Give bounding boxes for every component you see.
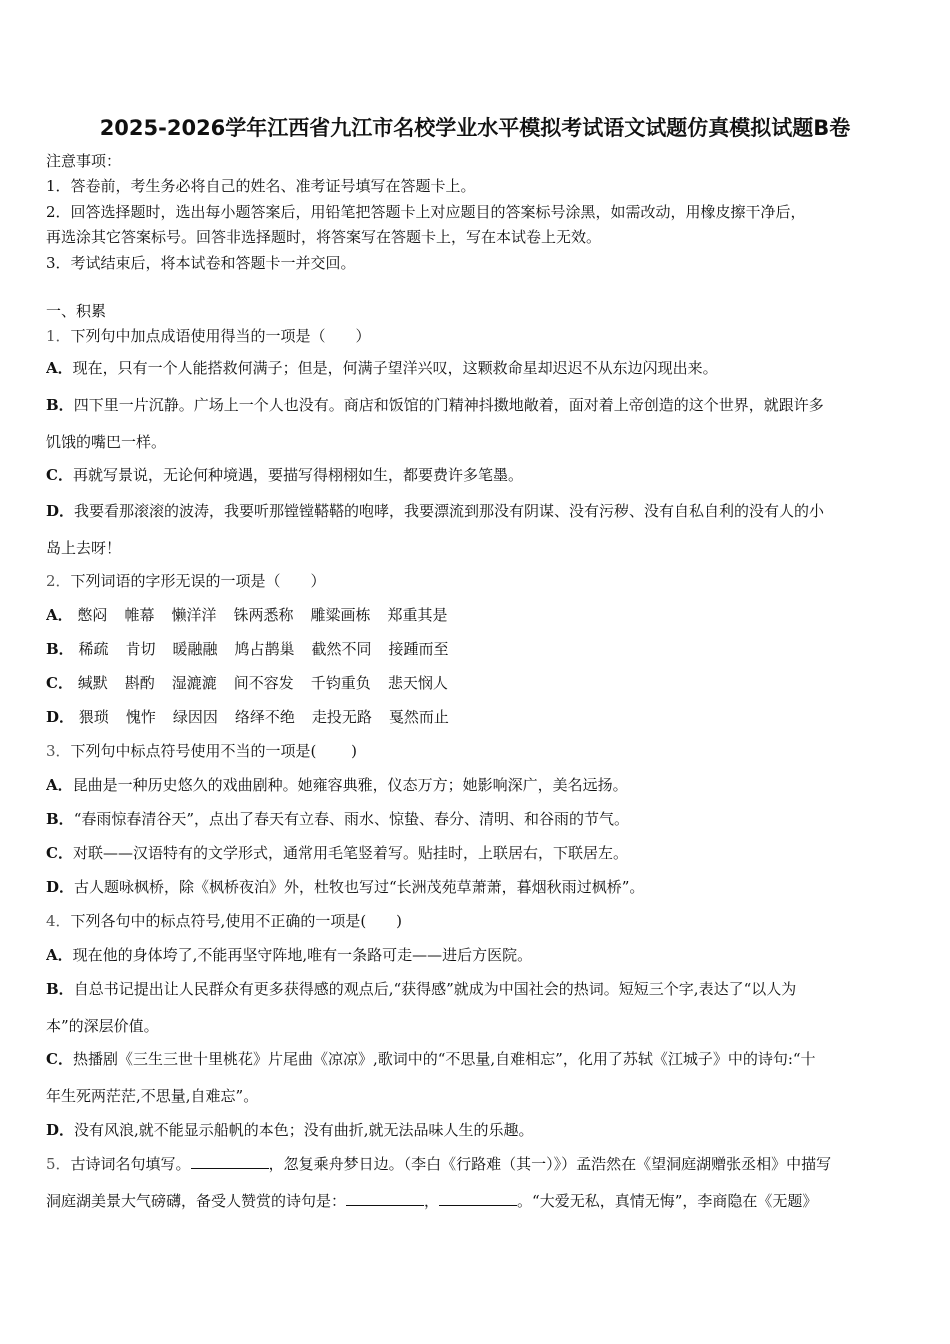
word: 斟酌: [124, 674, 155, 692]
section-heading: 一、积累: [46, 302, 107, 320]
notes-item: 2．回答选择题时，选出每小题答案后，用铅笔把答题卡上对应题目的答案标号涂黑，如需改动，用橡皮擦干净后，: [46, 203, 806, 221]
question-stem: [46, 911, 908, 931]
word: 络绎不绝: [234, 708, 295, 726]
option-text: 自总书记提出让人民群众有更多获得感的观点后,“获得感”就成为中国社会的热词。短短三个字,表达了“以人为: [73, 980, 797, 998]
option-b-continued: 本”的深层价值。: [46, 1017, 159, 1035]
question-text: 下列句中标点符号使用不当的一项是( ): [70, 742, 358, 760]
option-label: A．: [46, 776, 73, 794]
question-stem: [46, 571, 908, 591]
option-label: D．: [46, 708, 75, 726]
option-label: C．: [46, 466, 73, 484]
question-text: ，: [424, 1192, 440, 1210]
notes-item: 1．答卷前，考生务必将自己的姓名、准考证号填写在答题卡上。: [46, 177, 476, 195]
word: 间不容发: [233, 674, 294, 692]
word: 千钧重负: [310, 674, 371, 692]
option-label: D．: [46, 502, 75, 520]
word: 稀疏: [78, 640, 109, 658]
option-d: [46, 707, 908, 727]
option-c: [46, 465, 908, 485]
option-label: B．: [46, 980, 74, 998]
word: 戛然而止: [388, 708, 449, 726]
word: 湿漉漉: [171, 674, 217, 692]
question-text: 下列词语的字形无误的一项是（ ）: [70, 572, 326, 590]
option-text: 现在他的身体垮了,不能再坚守阵地,唯有一条路可走——进后方医院。: [72, 946, 533, 964]
question-number: 4．: [46, 912, 71, 930]
word: 接踵而至: [388, 640, 449, 658]
question-text: 洞庭湖美景大气磅礴，备受人赞赏的诗句是：: [46, 1192, 347, 1210]
answer-blank[interactable]: [346, 1191, 424, 1206]
word: 郑重其是: [387, 606, 448, 624]
option-b: [46, 809, 908, 829]
question-number: 1．: [46, 327, 71, 345]
option-d: [46, 877, 908, 897]
word: 暖融融: [172, 640, 218, 658]
question-number: 2．: [46, 572, 71, 590]
option-a: [46, 358, 908, 378]
question-text: 下列各句中的标点符号,使用不正确的一项是( ): [70, 912, 403, 930]
question-stem: [46, 326, 908, 346]
word: 憋闷: [77, 606, 108, 624]
word: 缄默: [77, 674, 108, 692]
option-d: [46, 1120, 908, 1140]
question-number: 3．: [46, 742, 71, 760]
option-b: [46, 979, 908, 999]
word: 悲天悯人: [387, 674, 448, 692]
question-text: 。“大爱无私，真情无悔”，李商隐在《无题》: [517, 1192, 818, 1210]
word: 走投无路: [311, 708, 372, 726]
question-text: 古诗词名句填写。: [70, 1155, 191, 1173]
option-text: 对联——汉语特有的文学形式，通常用毛笔竖着写。贴挂时，上联居右，下联居左。: [72, 844, 628, 862]
word: 帷幕: [124, 606, 155, 624]
option-label: C．: [46, 674, 73, 692]
question-continued: [46, 1191, 908, 1211]
option-label: D．: [46, 878, 75, 896]
word: 雕粱画栋: [310, 606, 371, 624]
option-text: 四下里一片沉静。广场上一个人也没有。商店和饭馆的门精神抖擞地敞着，面对着上帝创造的这个世界，就跟许多: [73, 396, 824, 414]
option-c: [46, 1049, 908, 1069]
option-d-continued: 岛上去呀！: [46, 539, 122, 557]
option-b-continued: 饥饿的嘴巴一样。: [46, 433, 167, 451]
word: 鸠占鹊巢: [234, 640, 295, 658]
word: 愧怍: [125, 708, 156, 726]
option-text: 现在，只有一个人能搭救何满子；但是，何满子望洋兴叹，这颗救命星却迟迟不从东边闪现出来。: [72, 359, 718, 377]
option-a: [46, 945, 908, 965]
word: 肯切: [125, 640, 156, 658]
option-text: 昆曲是一种历史悠久的戏曲剧种。她雍容典雅，仪态万方；她影响深广，美名远扬。: [72, 776, 628, 794]
option-c: [46, 843, 908, 863]
option-label: C．: [46, 844, 73, 862]
option-label: A．: [46, 606, 73, 624]
option-d: [46, 501, 908, 521]
notes-item: 再选涂其它答案标号。回答非选择题时，将答案写在答题卡上，写在本试卷上无效。: [46, 228, 602, 246]
notes-item: 3．考试结束后，将本试卷和答题卡一并交回。: [46, 254, 356, 272]
notes-heading: 注意事项：: [46, 152, 122, 170]
word: 懒洋洋: [171, 606, 217, 624]
word: 猥琐: [78, 708, 109, 726]
option-c: [46, 673, 908, 693]
question-stem: [46, 741, 908, 761]
question-text: ，忽复乘舟梦日边。（李白《行路难（其一）》）孟浩然在《望洞庭湖赠张丞相》中描写: [268, 1155, 832, 1173]
question-text: 下列句中加点成语使用得当的一项是（ ）: [70, 327, 371, 345]
option-b: [46, 639, 908, 659]
option-b: [46, 395, 908, 415]
option-text: 我要看那滚滚的波涛，我要听那镗镗鞳鞳的咆哮，我要漂流到那没有阴谋、没有污秽、没有自私自利的没有人的小: [74, 502, 825, 520]
option-a: [46, 605, 908, 625]
option-text: 没有风浪,就不能显示船帆的本色；没有曲折,就无法品味人生的乐趣。: [74, 1121, 534, 1139]
exam-title: 2025-2026学年江西省九江市名校学业水平模拟考试语文试题仿真模拟试题B卷: [99, 116, 851, 140]
option-label: C．: [46, 1050, 73, 1068]
option-label: D．: [46, 1121, 75, 1139]
answer-blank[interactable]: [439, 1191, 517, 1206]
question-number: 5．: [46, 1155, 71, 1173]
option-c-continued: 年生死两茫茫,不思量,自难忘”。: [46, 1087, 259, 1105]
option-text: 古人题咏枫桥，除《枫桥夜泊》外，杜牧也写过“长洲茂苑草萧萧，暮烟秋雨过枫桥”。: [74, 878, 645, 896]
option-label: A．: [46, 359, 73, 377]
option-text: “春雨惊春清谷天”，点出了春天有立春、雨水、惊蛰、春分、清明、和谷雨的节气。: [73, 810, 630, 828]
word: 铢两悉称: [233, 606, 294, 624]
option-label: B．: [46, 396, 74, 414]
option-label: B．: [46, 810, 74, 828]
option-a: [46, 775, 908, 795]
option-text: 热播剧《三生三世十里桃花》片尾曲《凉凉》,歌词中的“不思量,自难相忘”，化用了苏轼《江城子》中的诗句:“十: [72, 1050, 816, 1068]
answer-blank[interactable]: [191, 1154, 269, 1169]
option-label: B．: [46, 640, 74, 658]
word: 截然不同: [311, 640, 372, 658]
question-stem: [46, 1154, 908, 1174]
option-label: A．: [46, 946, 73, 964]
option-text: 再就写景说，无论何种境遇，要描写得栩栩如生，都要费许多笔墨。: [72, 466, 523, 484]
word: 绿因因: [172, 708, 218, 726]
